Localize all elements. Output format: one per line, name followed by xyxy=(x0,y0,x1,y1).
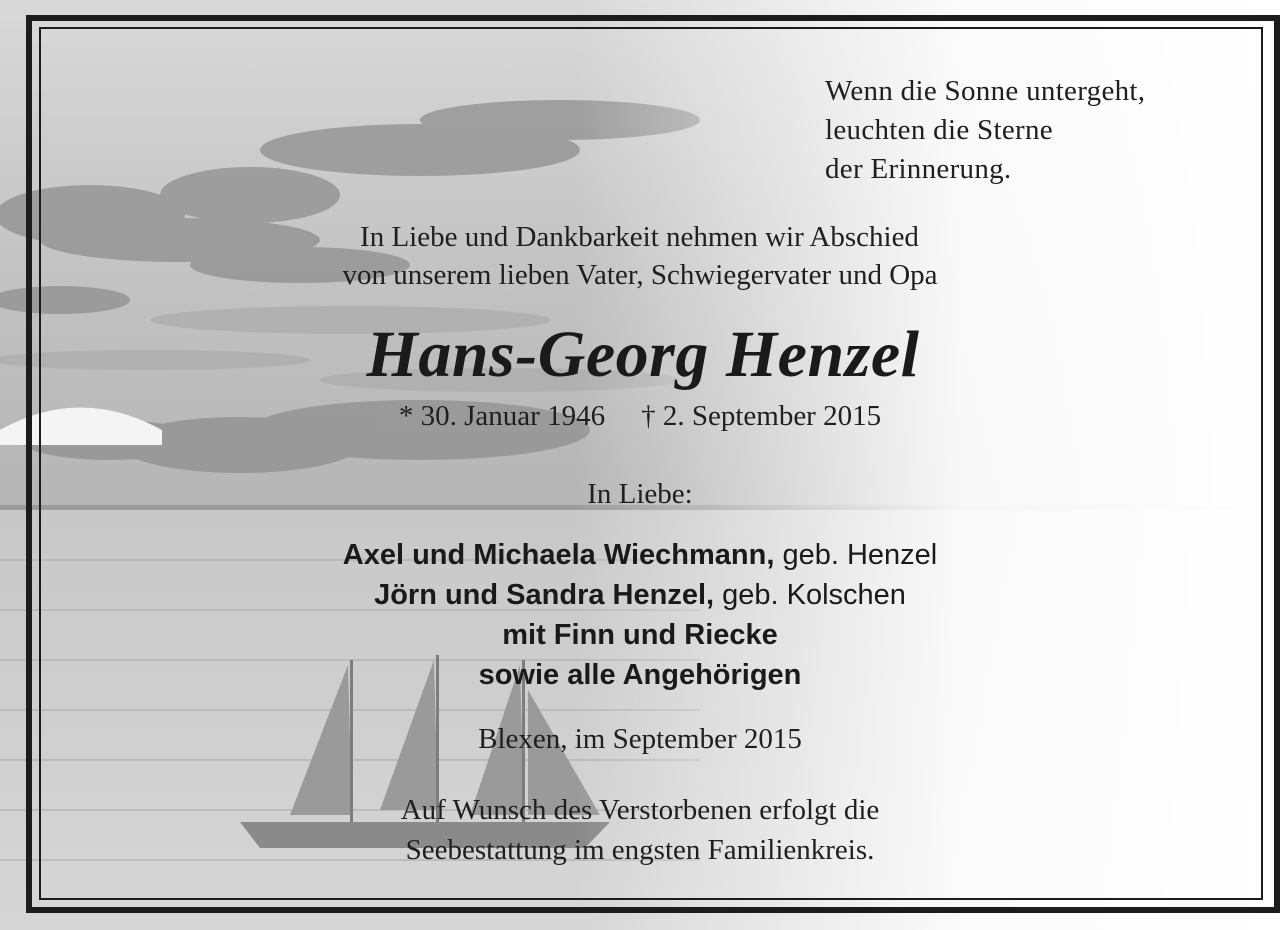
mourner-row xyxy=(0,575,1280,615)
poem xyxy=(825,72,1145,189)
note-line-1: Auf Wunsch des Verstorbenen erfolgt die xyxy=(400,794,880,826)
life-dates xyxy=(0,400,1280,433)
death-date: † 2. September 2015 xyxy=(641,400,882,432)
mourner-row xyxy=(0,535,1280,575)
deceased-name: Hans-Georg Henzel xyxy=(366,318,920,391)
note-line-2: Seebestattung im engsten Familienkreis. xyxy=(405,834,875,866)
mourner-name: mit Finn und Riecke xyxy=(502,619,778,651)
intro-line-1: In Liebe und Dankbarkeit nehmen wir Abschied xyxy=(360,221,919,253)
place-date: Blexen, im September 2015 xyxy=(478,723,802,755)
burial-note xyxy=(0,790,1280,870)
intro-text xyxy=(0,218,1280,294)
mourner-name: sowie alle Angehörigen xyxy=(478,659,802,691)
intro-line-2: von unserem lieben Vater, Schwiegervater und Opa xyxy=(342,259,938,291)
poem-line-3: der Erinnerung. xyxy=(825,153,1012,185)
mourner-row xyxy=(0,655,1280,695)
poem-line-1: Wenn die Sonne untergeht, xyxy=(825,75,1146,107)
mourner-name: Axel und Michaela Wiechmann, xyxy=(342,539,775,571)
mourner-maiden-name: geb. Kolschen xyxy=(714,579,906,611)
poem-line-2: leuchten die Sterne xyxy=(825,114,1053,146)
mourners-heading: In Liebe: xyxy=(587,478,693,510)
mourner-row xyxy=(0,615,1280,655)
mourners-list xyxy=(0,535,1280,695)
birth-date: * 30. Januar 1946 xyxy=(398,400,606,432)
mourner-maiden-name: geb. Henzel xyxy=(774,539,938,571)
mourner-name: Jörn und Sandra Henzel, xyxy=(374,579,715,611)
